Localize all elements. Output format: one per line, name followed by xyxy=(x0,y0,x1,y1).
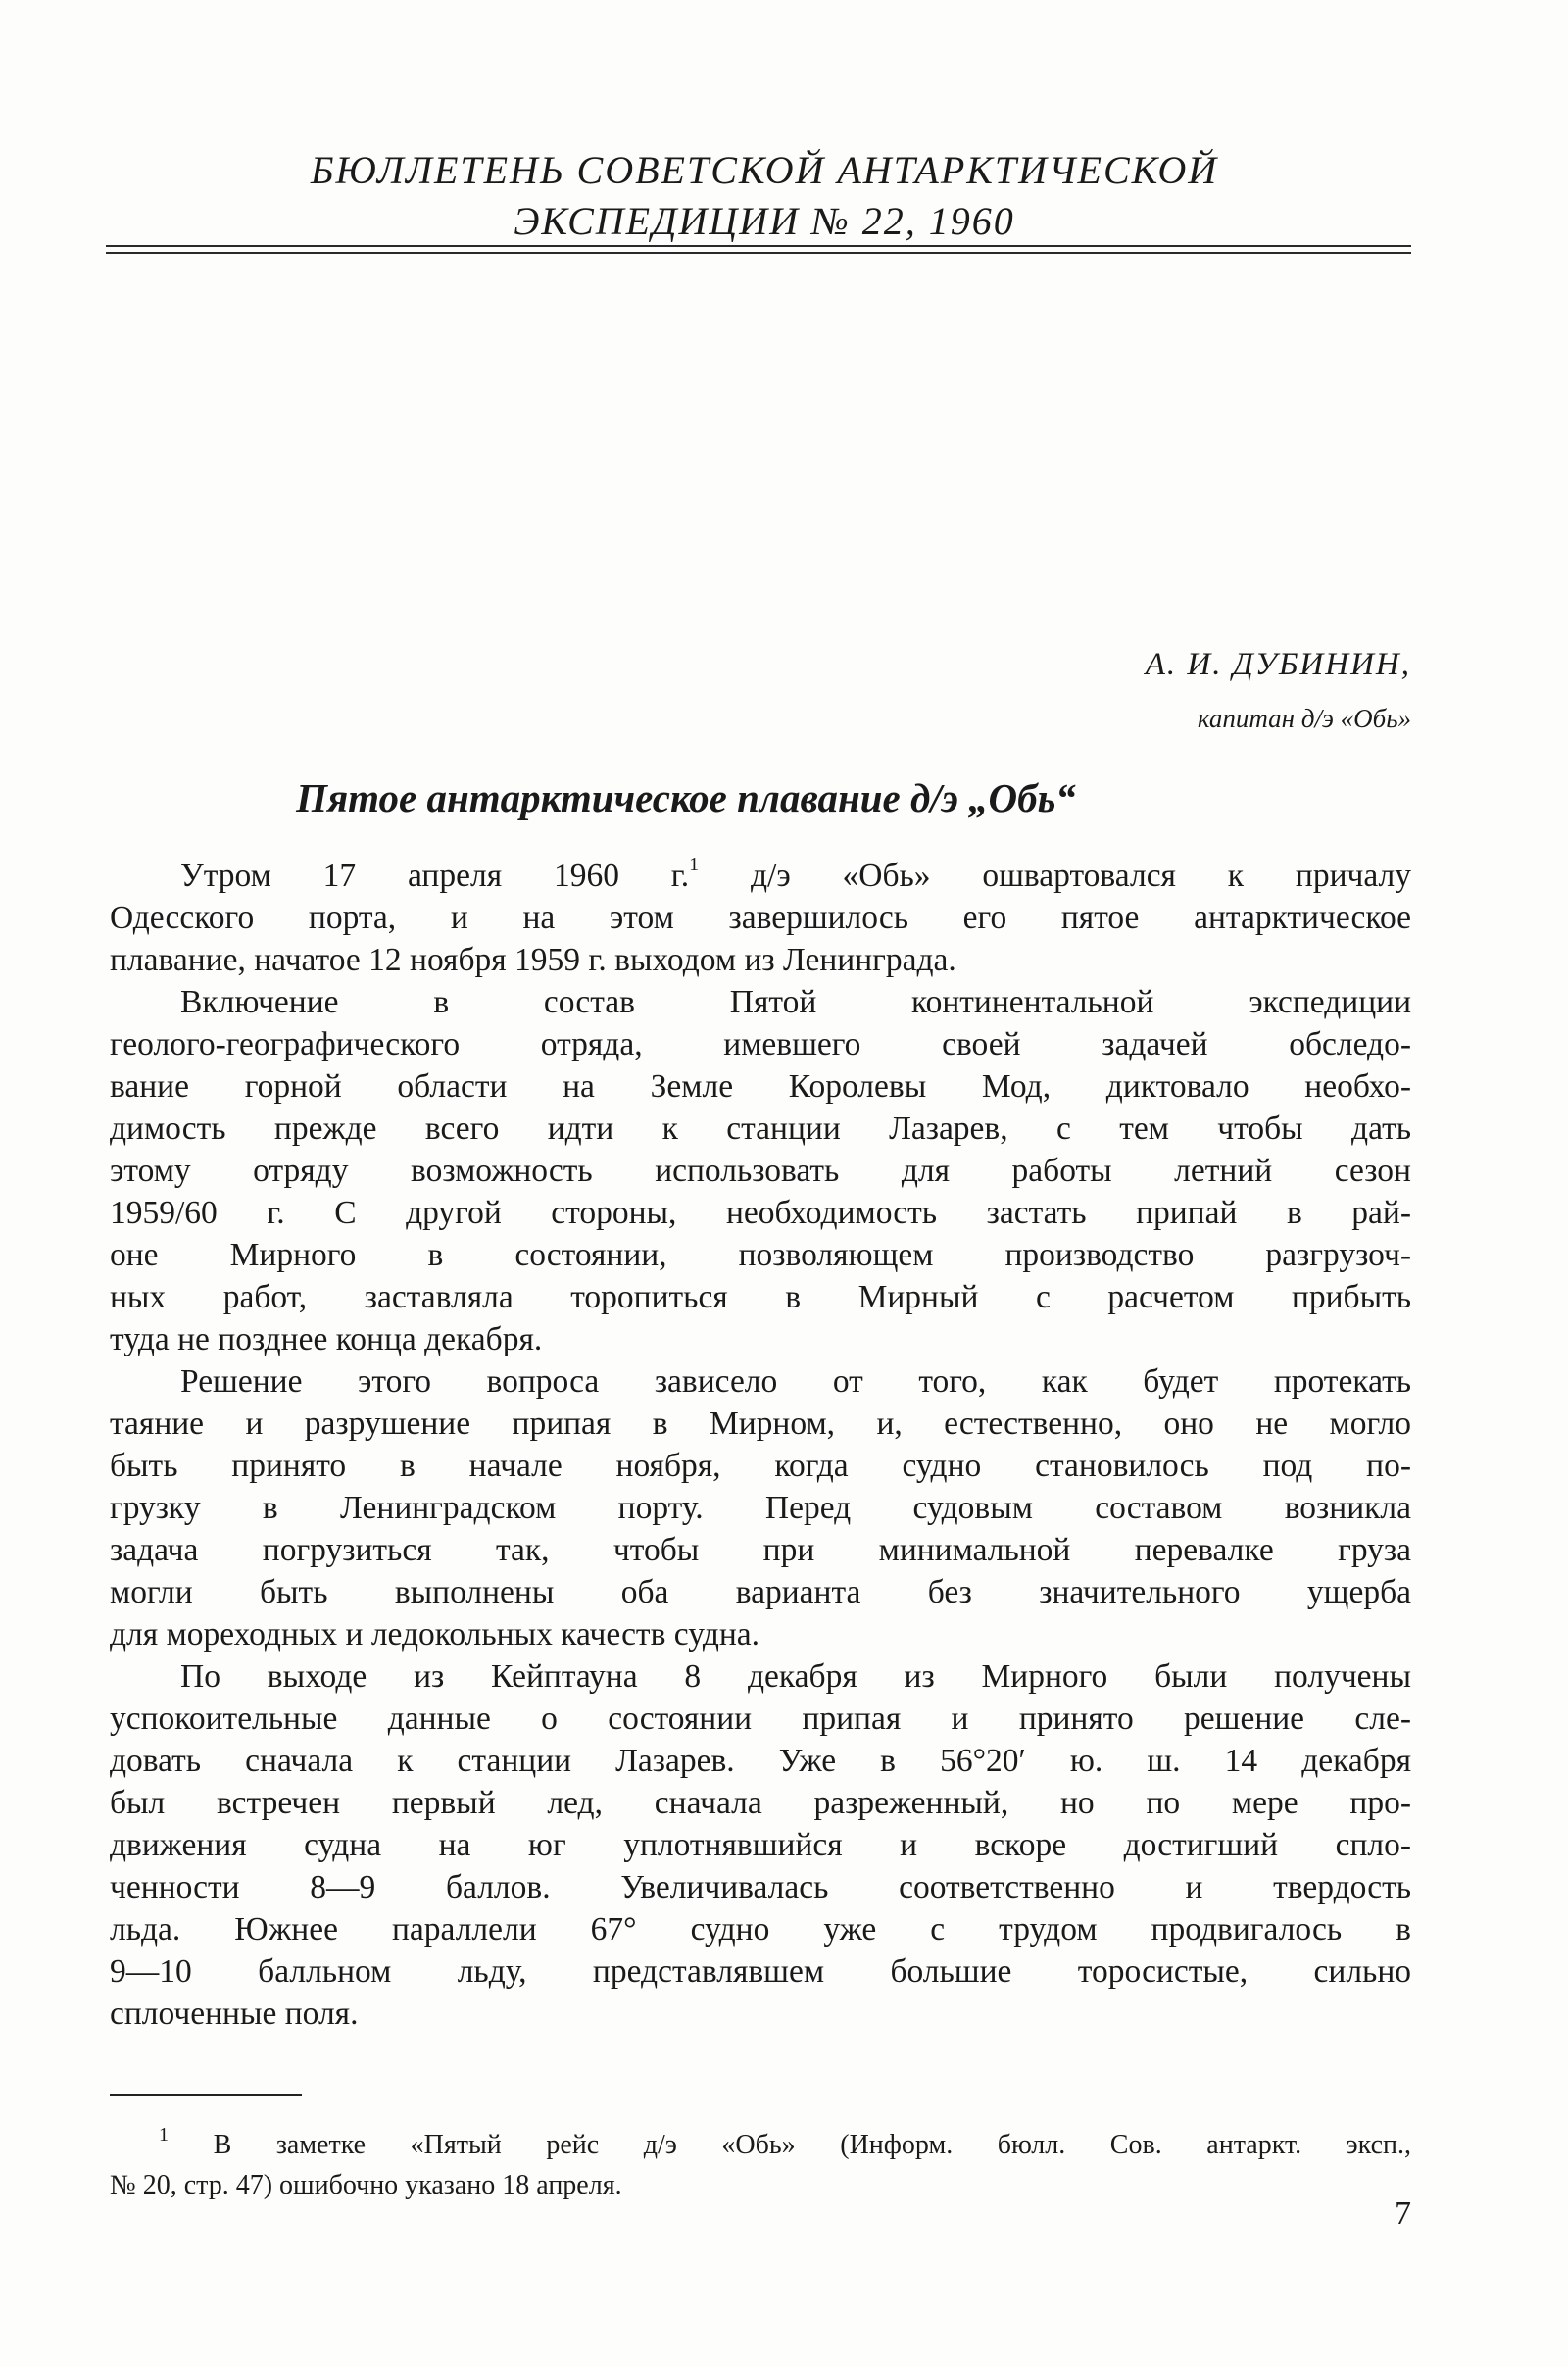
body-line: движения судна на юг уплотнявшийся и вскоре достигший спло- xyxy=(110,1827,1411,1863)
footnote-rule xyxy=(110,2094,302,2096)
author-role: капитан д/э «Обь» xyxy=(1197,704,1411,733)
body-line: димость прежде всего идти к станции Лазарев, с тем чтобы дать xyxy=(110,1110,1411,1147)
body-line: довать сначала к станции Лазарев. Уже в 56°20′ ю. ш. 14 декабря xyxy=(110,1743,1411,1779)
body-line: могли быть выполнены оба варианта без значительного ущерба xyxy=(110,1574,1411,1610)
footnote-ref: 1 xyxy=(689,854,700,875)
body-line: плавание, начатое 12 ноября 1959 г. выходом из Ленинграда. xyxy=(110,942,956,978)
body-line: 9—10 балльном льду, представлявшем большие торосистые, сильно xyxy=(110,1953,1411,1990)
body-line: задача погрузиться так, чтобы при минимальной перевалке груза xyxy=(110,1532,1411,1568)
body-line: успокоительные данные о состоянии припая и принято решение сле- xyxy=(110,1701,1411,1737)
header-rule-bottom xyxy=(106,252,1411,254)
page-number: 7 xyxy=(1395,2195,1411,2232)
article-body xyxy=(110,855,1411,2035)
body-line: ченности 8—9 баллов. Увеличивалась соответственно и твердость xyxy=(110,1869,1411,1905)
body-text: д/э «Обь» ошвартовался к причалу xyxy=(699,858,1412,894)
body-line: вание горной области на Земле Королевы Мод, диктовало необхо- xyxy=(110,1068,1411,1105)
body-line: грузку в Ленинградском порту. Перед судовым составом возникла xyxy=(110,1490,1411,1526)
journal-header-line1: БЮЛЛЕТЕНЬ СОВЕТСКОЙ АНТАРКТИЧЕСКОЙ xyxy=(310,148,1219,192)
body-line: ных работ, заставляла торопиться в Мирный с расчетом прибыть xyxy=(110,1279,1411,1315)
footnote-text: В заметке «Пятый рейс д/э «Обь» (Информ. бюлл. Сов. антаркт. эксп., xyxy=(169,2130,1411,2160)
footnote-line xyxy=(110,2125,1411,2165)
journal-header-line2: ЭКСПЕДИЦИИ № 22, 1960 xyxy=(514,199,1015,243)
body-line: оне Мирного в состоянии, позволяющем производство разгрузоч- xyxy=(110,1237,1411,1273)
body-line: был встречен первый лед, сначала разреженный, но по мере про- xyxy=(110,1785,1411,1821)
body-line: По выходе из Кейптауна 8 декабря из Мирного были получены xyxy=(180,1658,1411,1695)
article-title: Пятое антарктическое плавание д/э „Обь“ xyxy=(296,775,1076,820)
footnote-line: № 20, стр. 47) ошибочно указано 18 апреля. xyxy=(110,2170,622,2200)
body-line: этому отряду возможность использовать для работы летний сезон xyxy=(110,1153,1411,1189)
footnote xyxy=(110,2125,1411,2205)
body-line: таяние и разрушение припая в Мирном, и, естественно, оно не могло xyxy=(110,1405,1411,1442)
body-line: Одесского порта, и на этом завершилось его пятое антарктическое xyxy=(110,900,1411,936)
body-line: льда. Южнее параллели 67° судно уже с трудом продвигалось в xyxy=(110,1911,1411,1948)
body-line: Решение этого вопроса зависело от того, как будет протекать xyxy=(180,1363,1411,1400)
author-name: А. И. ДУБИНИН, xyxy=(1145,647,1411,682)
body-line: быть принято в начале ноября, когда судно становилось под по- xyxy=(110,1448,1411,1484)
body-line: для мореходных и ледокольных качеств судна. xyxy=(110,1616,760,1652)
footnote-marker: 1 xyxy=(159,2124,169,2145)
body-line: 1959/60 г. С другой стороны, необходимость застать припай в рай- xyxy=(110,1195,1411,1231)
body-text: Утром 17 апреля 1960 г. xyxy=(180,858,690,894)
header-rule-top xyxy=(106,245,1411,247)
body-line xyxy=(110,855,1411,897)
body-line: геолого-географического отряда, имевшего своей задачей обследо- xyxy=(110,1026,1411,1062)
body-line: сплоченные поля. xyxy=(110,1996,359,2032)
body-line: Включение в состав Пятой континентальной экспедиции xyxy=(180,984,1411,1020)
body-line: туда не позднее конца декабря. xyxy=(110,1321,543,1357)
